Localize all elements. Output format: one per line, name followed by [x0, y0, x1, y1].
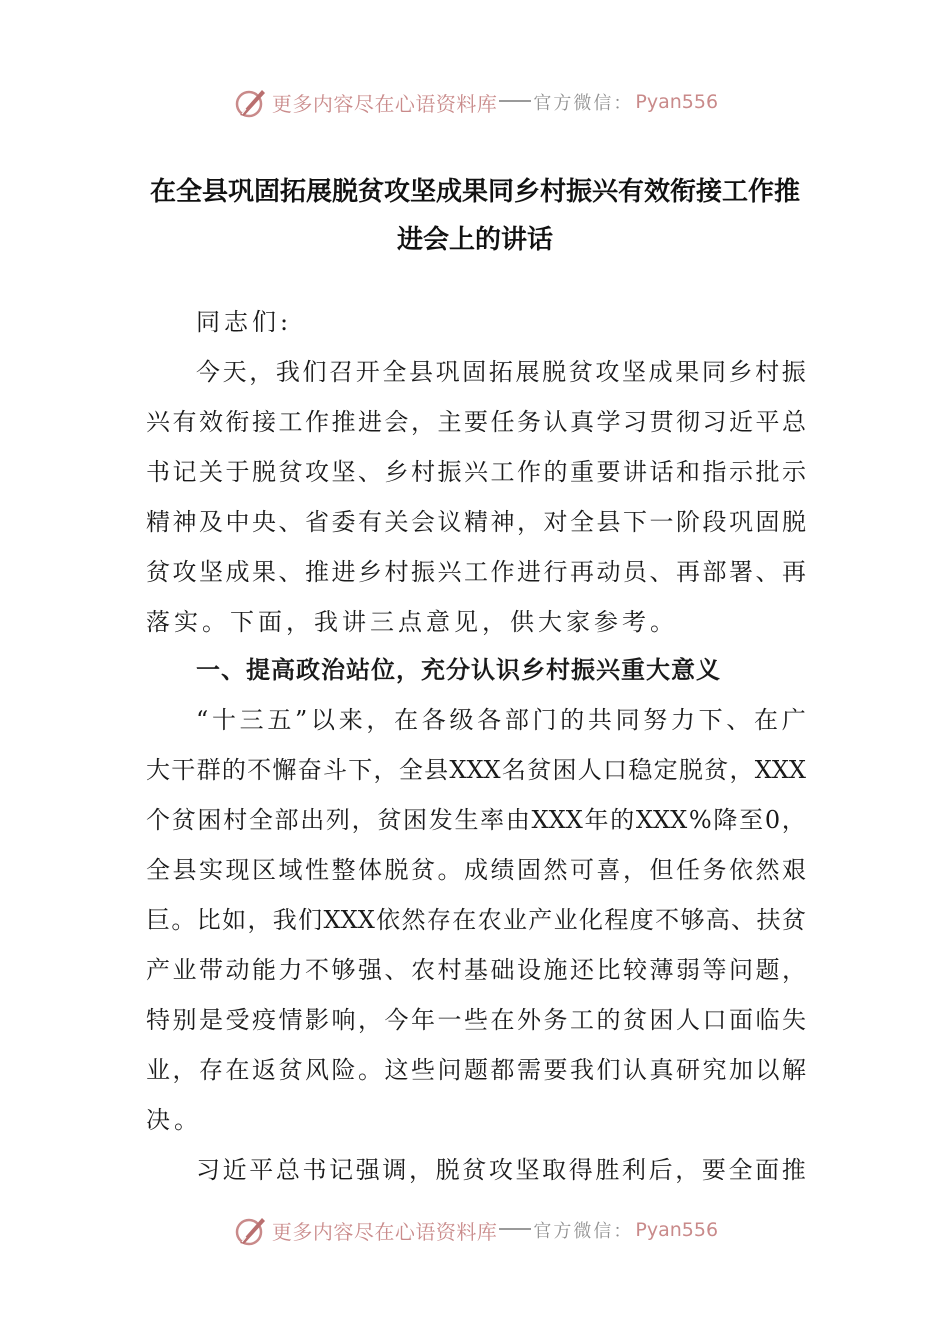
paragraph-1-line: 贫 攻 坚 成 果 、 推 进 乡 村 振 兴 工 作 进 行 再 动 员 、 再 部 署 、 再 [146, 558, 806, 586]
paragraph-2-line: 产 业 带 动 能 力 不 够 强 、 农 村 基 础 设 施 还 比 较 薄 弱 等 问 题 ， [146, 956, 806, 984]
paragraph-2-line: “ 十 三 五 ” 以 来 ， 在 各 级 各 部 门 的 共 同 努 力 下 、 在 广 [196, 706, 806, 734]
section-heading-1: 一、提高政治站位，充分认识乡村振兴重大意义 [196, 656, 721, 684]
paragraph-2-line: 全 县 实 现 区 域 性 整 体 脱 贫 。 成 绩 固 然 可 喜 ， 但 任 务 依 然 艰 [146, 856, 806, 884]
paragraph-1-line: 落实。下面，我讲三点意见，供大家参考。 [146, 608, 678, 636]
paragraph-1-line: 精 神 及 中 央 、 省 委 有 关 会 议 精 神 ， 对 全 县 下 一 阶 段 巩 固 脱 [146, 508, 806, 536]
paragraph-2-line: 个 贫 困 村 全 部 出 列 ， 贫 困 发 生 率 由 XXX 年 的 XXX % 降 至 0 ， [146, 806, 806, 834]
banner-wechat-label: 官方微信： [533, 93, 634, 114]
footer-watermark-banner [0, 1210, 950, 1250]
header-watermark-banner [0, 82, 950, 122]
quill-pen-icon [232, 1212, 268, 1248]
paragraph-2-line: 决。 [146, 1106, 202, 1134]
paragraph-2-line: 业 ， 存 在 返 贫 风 险 。 这 些 问 题 都 需 要 我 们 认 真 研 究 加 以 解 [146, 1056, 806, 1084]
document-title-line-1: 在全县巩固拓展脱贫攻坚成果同乡村振兴有效衔接工作推 [149, 177, 800, 207]
paragraph-2-line: 大 干 群 的 不 懈 奋 斗 下 ， 全 县 XXX 名 贫 困 人 口 稳 定 脱 贫 ， XXX [146, 756, 806, 784]
banner-dash [499, 1228, 531, 1230]
banner-wechat-label: 官方微信： [533, 1221, 634, 1242]
paragraph-3-line: 习 近 平 总 书 记 强 调 ， 脱 贫 攻 坚 取 得 胜 利 后 ， 要 全 面 推 [196, 1156, 806, 1184]
document-title-line-2: 进会上的讲话 [396, 225, 553, 255]
banner-main-text: 更多内容尽在心语资料库 [271, 1219, 498, 1244]
banner-wechat-id: Pyan556 [635, 1219, 719, 1241]
banner-dash [499, 100, 531, 102]
quill-pen-icon [232, 84, 268, 120]
banner-wechat-id: Pyan556 [635, 91, 719, 113]
paragraph-1-line: 书 记 关 于 脱 贫 攻 坚 、 乡 村 振 兴 工 作 的 重 要 讲 话 和 指 示 批 示 [146, 458, 806, 486]
banner-main-text: 更多内容尽在心语资料库 [271, 91, 498, 116]
paragraph-2-line: 巨 。 比 如 ， 我 们 XXX 依 然 存 在 农 业 产 业 化 程 度 不 够 高 、 扶 贫 [146, 906, 806, 934]
paragraph-2-line: 特 别 是 受 疫 情 影 响 ， 今 年 一 些 在 外 务 工 的 贫 困 人 口 面 临 失 [146, 1006, 806, 1034]
salutation: 同志们: [196, 308, 293, 336]
paragraph-1-line: 今 天 ， 我 们 召 开 全 县 巩 固 拓 展 脱 贫 攻 坚 成 果 同 乡 村 振 [196, 358, 806, 386]
paragraph-1-line: 兴 有 效 衔 接 工 作 推 进 会 ， 主 要 任 务 认 真 学 习 贯 彻 习 近 平 总 [146, 408, 806, 436]
